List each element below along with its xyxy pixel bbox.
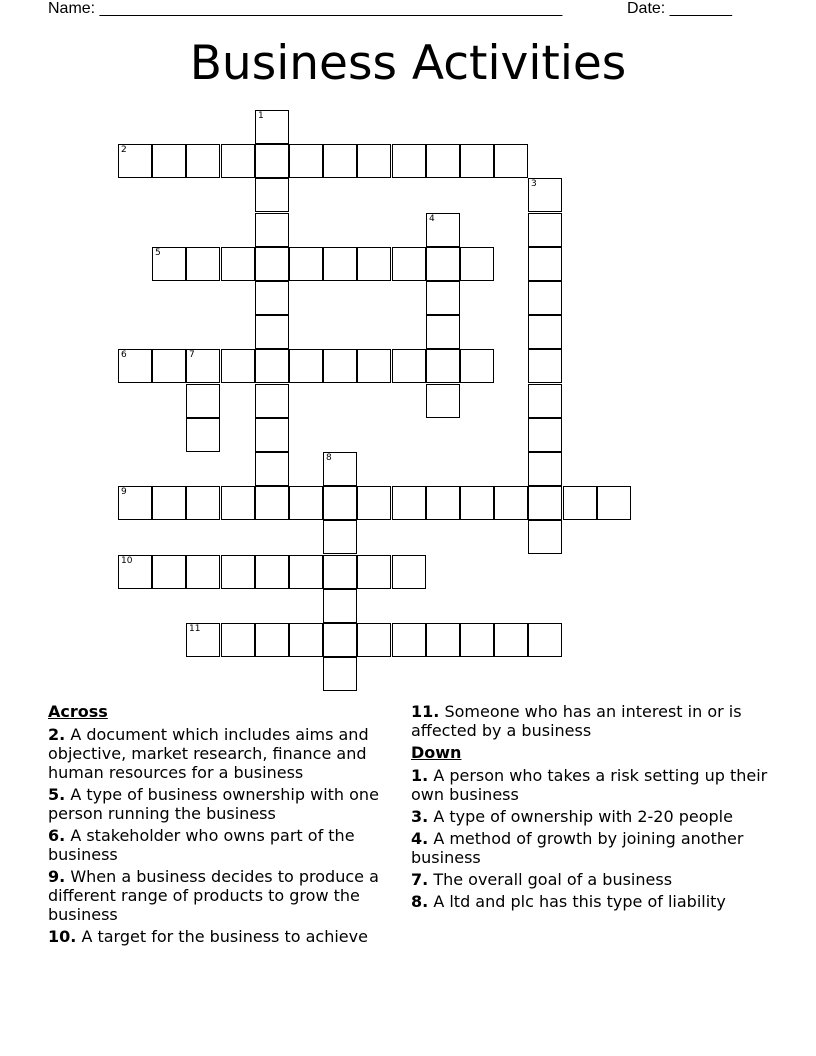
crossword-cell[interactable] [528,520,562,554]
crossword-cell[interactable] [323,657,357,691]
crossword-cell[interactable] [528,178,562,212]
clue-text: A target for the business to achieve [81,927,368,946]
down-clue [411,892,771,911]
crossword-cell[interactable] [357,486,391,520]
crossword-cell[interactable] [357,623,391,657]
crossword-cell[interactable] [152,555,186,589]
clue-text: A document which includes aims and objective, market research, finance and human resources for a business [48,725,369,782]
across-clue [48,785,408,823]
crossword-cell[interactable] [597,486,631,520]
cell-number: 6 [121,350,127,360]
clue-text: A type of business ownership with one person running the business [48,785,379,823]
crossword-cell[interactable] [221,555,255,589]
crossword-cell[interactable] [528,418,562,452]
crossword-cell[interactable] [528,623,562,657]
crossword-cell[interactable] [392,349,426,383]
crossword-cell[interactable] [528,213,562,247]
crossword-cell[interactable] [528,281,562,315]
cell-number: 1 [258,111,264,121]
crossword-cell[interactable] [323,589,357,623]
crossword-cell[interactable] [426,384,460,418]
crossword-cell[interactable] [289,247,323,281]
crossword-cell[interactable] [323,452,357,486]
clue-text: A type of ownership with 2-20 people [433,807,733,826]
cell-number: 9 [121,487,127,497]
crossword-cell[interactable] [186,486,220,520]
crossword-cell[interactable] [221,247,255,281]
crossword-cell[interactable] [186,349,220,383]
crossword-cell[interactable] [255,213,289,247]
clue-number: 9. [48,867,66,886]
page-title: Business Activities [189,36,627,91]
crossword-cell[interactable] [392,623,426,657]
crossword-cell[interactable] [289,555,323,589]
cell-number: 4 [429,214,435,224]
cell-number: 11 [189,624,201,634]
crossword-cell[interactable] [186,418,220,452]
crossword-cell[interactable] [186,247,220,281]
crossword-cell[interactable] [426,281,460,315]
crossword-cell[interactable] [255,247,289,281]
crossword-cell[interactable] [221,349,255,383]
down-clue [411,807,771,826]
crossword-cell[interactable] [357,349,391,383]
crossword-cell[interactable] [152,486,186,520]
crossword-cell[interactable] [221,486,255,520]
crossword-cell[interactable] [460,486,494,520]
crossword-cell[interactable] [460,349,494,383]
crossword-cell[interactable] [323,349,357,383]
crossword-cell[interactable] [118,349,152,383]
crossword-cell[interactable] [255,110,289,144]
date-field-label[interactable]: Date: _______ [627,0,732,17]
crossword-cell[interactable] [426,349,460,383]
crossword-cell[interactable] [323,623,357,657]
crossword-cell[interactable] [255,418,289,452]
clue-number: 10. [48,927,77,946]
clue-text: A person who takes a risk setting up their own business [411,766,768,804]
across-clue [48,927,408,946]
crossword-cell[interactable] [392,144,426,178]
clue-number: 11. [411,702,440,721]
down-clue-list [411,766,771,911]
crossword-cell[interactable] [494,486,528,520]
clue-number: 6. [48,826,66,845]
crossword-cell[interactable] [460,144,494,178]
crossword-cell[interactable] [255,315,289,349]
clue-text: The overall goal of a business [433,870,673,889]
crossword-cell[interactable] [563,486,597,520]
name-field-label[interactable]: Name: ____________________________________________________ [48,0,563,17]
cell-number: 8 [326,453,332,463]
crossword-cell[interactable] [118,486,152,520]
crossword-cell[interactable] [494,144,528,178]
crossword-cell[interactable] [357,555,391,589]
clue-number: 1. [411,766,429,785]
clue-text: A ltd and plc has this type of liability [433,892,726,911]
clue-number: 7. [411,870,429,889]
crossword-cell[interactable] [118,144,152,178]
clue-text: Someone who has an interest in or is affected by a business [411,702,742,740]
crossword-cell[interactable] [186,555,220,589]
cell-number: 7 [189,350,195,360]
cell-number: 5 [155,248,161,258]
crossword-cell[interactable] [289,623,323,657]
clues-left-column [48,702,408,949]
cell-number: 2 [121,145,127,155]
crossword-cell[interactable] [221,623,255,657]
crossword-cell[interactable] [152,247,186,281]
clue-text: When a business decides to produce a different range of products to grow the business [48,867,379,924]
crossword-cell[interactable] [528,486,562,520]
crossword-cell[interactable] [426,213,460,247]
crossword-cell[interactable] [426,623,460,657]
clue-number: 2. [48,725,66,744]
down-heading: Down [411,743,462,762]
across-clue [48,725,408,782]
crossword-cell[interactable] [255,349,289,383]
crossword-cell[interactable] [255,623,289,657]
crossword-cell[interactable] [426,247,460,281]
clues-right-column [411,702,771,914]
crossword-cell[interactable] [289,144,323,178]
clue-number: 5. [48,785,66,804]
clue-number: 4. [411,829,429,848]
crossword-cell[interactable] [255,178,289,212]
across-clue-list [48,725,408,946]
crossword-cell[interactable] [221,144,255,178]
crossword-cell[interactable] [528,247,562,281]
crossword-cell[interactable] [528,452,562,486]
crossword-cell[interactable] [255,486,289,520]
clue-number: 8. [411,892,429,911]
crossword-cell[interactable] [392,555,426,589]
crossword-cell[interactable] [255,452,289,486]
crossword-cell[interactable] [357,144,391,178]
clue-text: A stakeholder who owns part of the business [48,826,355,864]
down-clue [411,766,771,804]
crossword-cell[interactable] [357,247,391,281]
crossword-cell[interactable] [118,555,152,589]
clue-number: 3. [411,807,429,826]
crossword-cell[interactable] [186,623,220,657]
crossword-cell[interactable] [460,247,494,281]
across-clue [48,867,408,924]
crossword-cell[interactable] [289,486,323,520]
cell-number: 3 [531,179,537,189]
crossword-cell[interactable] [323,247,357,281]
crossword-cell[interactable] [528,315,562,349]
crossword-cell[interactable] [186,144,220,178]
crossword-cell[interactable] [323,144,357,178]
across-heading: Across [48,702,108,721]
crossword-cell[interactable] [528,384,562,418]
across-clue [48,826,408,864]
crossword-cell[interactable] [152,349,186,383]
crossword-cell[interactable] [323,555,357,589]
across-clue [411,702,771,740]
crossword-cell[interactable] [186,384,220,418]
crossword-cell[interactable] [255,555,289,589]
crossword-cell[interactable] [426,486,460,520]
crossword-cell[interactable] [494,623,528,657]
crossword-cell[interactable] [255,281,289,315]
cell-number: 10 [121,556,133,566]
crossword-cell[interactable] [392,486,426,520]
crossword-cell[interactable] [460,623,494,657]
crossword-cell[interactable] [289,349,323,383]
crossword-cell[interactable] [528,349,562,383]
crossword-cell[interactable] [323,486,357,520]
down-clue [411,829,771,867]
clue-text: A method of growth by joining another business [411,829,744,867]
crossword-cell[interactable] [426,144,460,178]
crossword-cell[interactable] [152,144,186,178]
crossword-cell[interactable] [426,315,460,349]
crossword-cell[interactable] [255,144,289,178]
crossword-cell[interactable] [255,384,289,418]
crossword-cell[interactable] [323,520,357,554]
down-clue [411,870,771,889]
crossword-cell[interactable] [392,247,426,281]
